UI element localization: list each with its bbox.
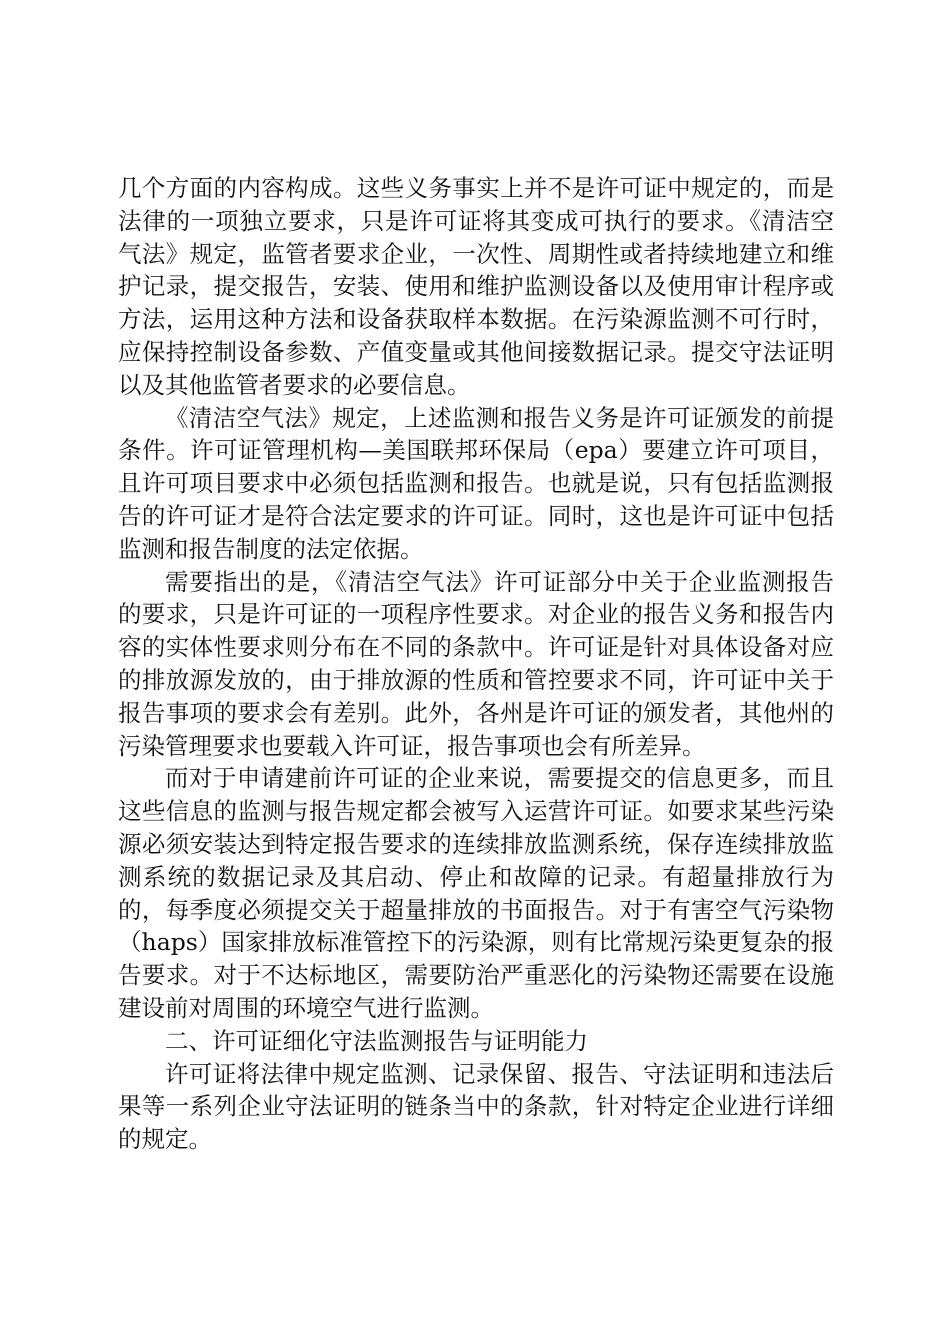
- section-heading: 二、许可证细化守法监测报告与证明能力: [165, 1026, 588, 1055]
- paragraph-continuation: 几个方面的内容构成。这些义务事实上并不是许可证中规定的，而是法律的一项独立要求，只是许可证将其变成可执行的要求。《清洁空气法》规定，监管者要求企业，一次性、周期性或者持续地建立和维护记录，提交报告，安装、使用和维护监测设备以及使用审计程序或方法，运用这种方法和设备获取样本数据。在污染源监测不可行时，应保持控制设备参数、产值变量或其他间接数据记录。提交守法证明以及其他监管者要求的必要信息。: [118, 174, 834, 399]
- paragraph: 而对于申请建前许可证的企业来说，需要提交的信息更多，而且这些信息的监测与报告规定都会被写入运营许可证。如要求某些污染源必须安装达到特定报告要求的连续排放监测系统，保存连续排放监测系统的数据记录及其启动、停止和故障的记录。有超量排放行为的，每季度必须提交关于超量排放的书面报告。对于有害空气污染物（haps）国家排放标准管控下的污染源，则有比常规污染更复杂的报告要求。对于不达标地区，需要防治严重恶化的污染物还需要在设施建设前对周围的环境空气进行监测。: [118, 764, 834, 1022]
- paragraph: 《清洁空气法》规定，上述监测和报告义务是许可证颁发的前提条件。许可证管理机构—美国联邦环保局（epa）要建立许可项目，且许可项目要求中必须包括监测和报告。也就是说，只有包括监测报告的许可证才是符合法定要求的许可证。同时，这也是许可证中包括监测和报告制度的法定依据。: [118, 403, 834, 563]
- paragraph: 需要指出的是，《清洁空气法》许可证部分中关于企业监测报告的要求，只是许可证的一项程序性要求。对企业的报告义务和报告内容的实体性要求则分布在不同的条款中。许可证是针对具体设备对应的排放源发放的，由于排放源的性质和管控要求不同，许可证中关于报告事项的要求会有差别。此外，各州是许可证的颁发者，其他州的污染管理要求也要载入许可证，报告事项也会有所差异。: [118, 567, 834, 760]
- document-body: [118, 172, 834, 1156]
- paragraph: 许可证将法律中规定监测、记录保留、报告、守法证明和违法后果等一系列企业守法证明的链条当中的条款，针对特定企业进行详细的规定。: [118, 1059, 834, 1154]
